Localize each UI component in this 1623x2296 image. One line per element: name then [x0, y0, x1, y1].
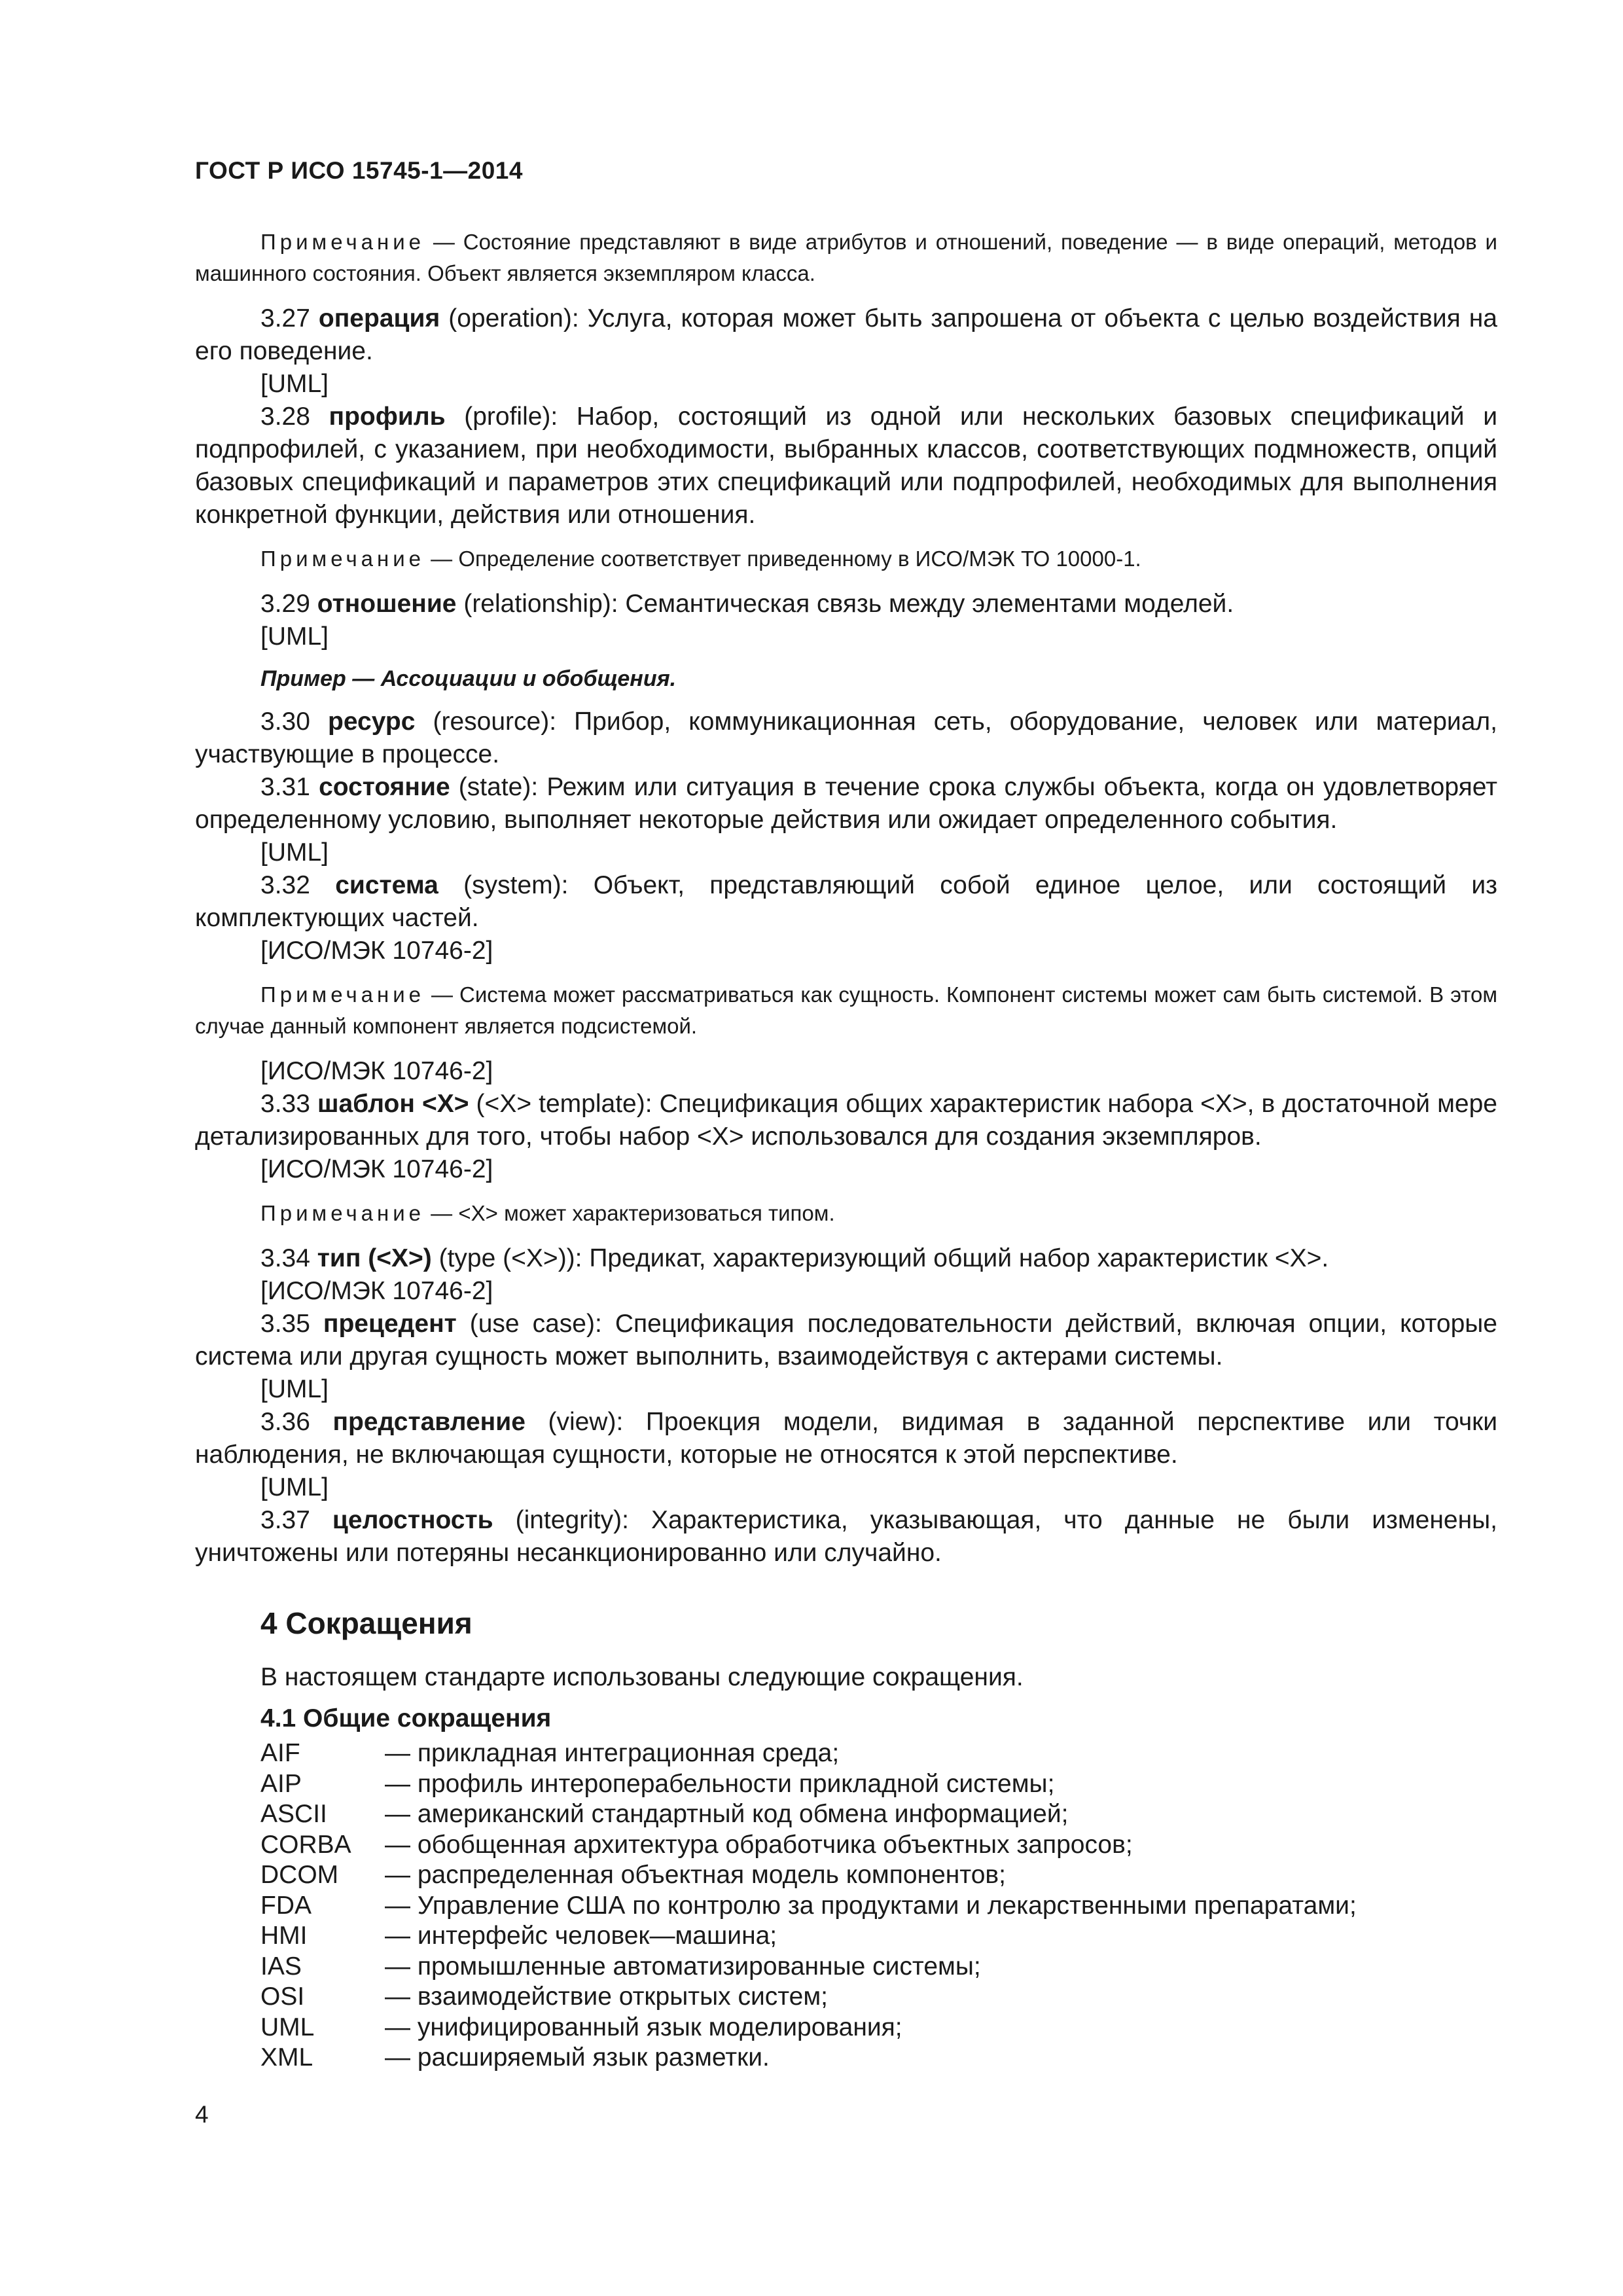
abbreviation-definition: — распределенная объектная модель компонентов;	[385, 1861, 1006, 1889]
term-3-33: шаблон <X>	[317, 1090, 469, 1118]
abbreviation-row	[260, 1830, 1497, 1861]
abbreviation-row	[260, 1952, 1497, 1982]
note-2: Примечание — Определение соответствует приведенному в ИСО/МЭК ТО 10000-1.	[260, 547, 1141, 571]
page-header: ГОСТ Р ИСО 15745-1—2014	[195, 157, 523, 184]
abbreviation-term: AIP	[260, 1769, 302, 1798]
abbreviation-row	[260, 1982, 1497, 2013]
abbreviation-term: AIF	[260, 1739, 300, 1767]
reference-3-35: [UML]	[260, 1375, 329, 1403]
abbreviation-row	[260, 1769, 1497, 1800]
term-3-36: представление	[332, 1408, 526, 1436]
definition-3-27: 3.27 операция (operation): Услуга, которая может быть запрошена от объекта с целью воздействия на его поведение.	[195, 304, 1497, 365]
abbreviation-term: IAS	[260, 1952, 302, 1981]
abbreviation-term: HMI	[260, 1922, 308, 1950]
abbreviation-definition: — расширяемый язык разметки.	[385, 2043, 770, 2072]
note-1: Примечание — Состояние представляют в виде атрибутов и отношений, поведение — в виде операций, методов и машинного состояния. Объект является экземпляром класса.	[195, 230, 1497, 285]
abbreviation-list	[195, 1738, 1497, 2073]
definition-3-33: 3.33 шаблон <X> (<X> template): Спецификация общих характеристик набора <X>, в достаточной мере детализированных для того, чтобы набор <X> использовался для создания экземпляров.	[195, 1090, 1497, 1151]
term-3-31: состояние	[319, 773, 450, 801]
definition-3-28: 3.28 профиль (profile): Набор, состоящий из одной или нескольких базовых спецификаций и подпрофилей, с указанием, при необходимости, выбранных классов, соответствующих подмножеств, опций базовых спецификаций и параметров этих спецификаций или подпрофилей, необходимых для выполнения конкретной функции, действия или отношения.	[195, 403, 1497, 529]
example-text: Пример — Ассоциации и обобщения.	[260, 666, 677, 691]
abbreviation-term: DCOM	[260, 1861, 339, 1889]
reference-3-29: [UML]	[260, 622, 329, 651]
note-label: Примечание	[260, 230, 425, 254]
abbreviation-row	[260, 1799, 1497, 1830]
section-4-title: 4 Сокращения	[260, 1606, 473, 1640]
definition-3-35: 3.35 прецедент (use case): Спецификация последовательности действий, включая опции, которые система или другая сущность может выполнить, взаимодействуя с актерами системы.	[195, 1310, 1497, 1371]
abbreviation-definition: — американский стандартный код обмена информацией;	[385, 1800, 1069, 1828]
section-4-intro: В настоящем стандарте использованы следующие сокращения.	[260, 1663, 1024, 1691]
definition-3-31: 3.31 состояние (state): Режим или ситуация в течение срока службы объекта, когда он удовлетворяет определенному условию, выполняет некоторые действия или ожидает определенного события.	[195, 773, 1497, 834]
abbreviation-term: OSI	[260, 1982, 305, 2011]
page-number: 4	[195, 2101, 209, 2128]
abbreviation-row	[260, 1891, 1497, 1922]
reference-3-33: [ИСО/МЭК 10746-2]	[260, 1155, 493, 1183]
abbreviation-definition: — прикладная интеграционная среда;	[385, 1739, 840, 1767]
term-3-28: профиль	[329, 403, 446, 431]
term-3-34: тип (<X>)	[317, 1244, 432, 1272]
reference-3-34: [ИСО/МЭК 10746-2]	[260, 1277, 493, 1305]
abbreviation-definition: — обобщенная архитектура обработчика объектных запросов;	[385, 1830, 1133, 1859]
abbreviation-definition: — унифицированный язык моделирования;	[385, 2013, 902, 2041]
abbreviation-row	[260, 2043, 1497, 2073]
abbreviation-definition: — интерфейс человек—машина;	[385, 1922, 777, 1950]
abbreviation-row	[260, 1738, 1497, 1769]
abbreviation-row	[260, 1921, 1497, 1952]
subsection-4-1-title: 4.1 Общие сокращения	[260, 1704, 552, 1732]
definition-3-30: 3.30 ресурс (resource): Прибор, коммуникационная сеть, оборудование, человек или материал, участвующие в процессе.	[195, 708, 1497, 768]
definition-3-37: 3.37 целостность (integrity): Характеристика, указывающая, что данные не были изменены, уничтожены или потеряны несанкционированно или случайно.	[195, 1506, 1497, 1567]
abbreviation-term: XML	[260, 2043, 313, 2072]
term-3-35: прецедент	[323, 1310, 457, 1338]
abbreviation-definition: — промышленные автоматизированные системы;	[385, 1952, 981, 1981]
definition-3-32: 3.32 система (system): Объект, представляющий собой единое целое, или состоящий из комплектующих частей.	[195, 871, 1497, 932]
abbreviation-definition: — взаимодействие открытых систем;	[385, 1982, 828, 2011]
abbreviation-term: UML	[260, 2013, 315, 2041]
abbreviation-term: FDA	[260, 1891, 312, 1920]
reference-3-32: [ИСО/МЭК 10746-2]	[260, 937, 493, 965]
reference-3-36: [UML]	[260, 1473, 329, 1501]
abbreviation-definition: — Управление США по контролю за продуктами и лекарственными препаратами;	[385, 1891, 1357, 1920]
definition-3-29: 3.29 отношение (relationship): Семантическая связь между элементами моделей.	[260, 590, 1234, 618]
reference-3-32b: [ИСО/МЭК 10746-2]	[260, 1057, 493, 1085]
abbreviation-row	[260, 2013, 1497, 2043]
abbreviation-term: CORBA	[260, 1830, 351, 1859]
term-3-27: операция	[318, 304, 440, 332]
abbreviation-term: ASCII	[260, 1800, 327, 1828]
reference-3-31: [UML]	[260, 838, 329, 867]
term-3-30: ресурс	[328, 708, 416, 736]
term-3-29: отношение	[317, 590, 457, 618]
reference-3-27: [UML]	[260, 370, 329, 398]
note-4: Примечание — <X> может характеризоваться типом.	[260, 1201, 835, 1225]
term-3-32: система	[335, 871, 438, 899]
page-content	[195, 224, 1497, 2073]
term-3-37: целостность	[332, 1506, 493, 1534]
abbreviation-row	[260, 1860, 1497, 1891]
definition-3-34: 3.34 тип (<X>) (type (<X>)): Предикат, характеризующий общий набор характеристик <X>.	[260, 1244, 1329, 1272]
abbreviation-definition: — профиль интероперабельности прикладной системы;	[385, 1769, 1055, 1798]
note-3: Примечание — Система может рассматриваться как сущность. Компонент системы может сам быть системой. В этом случае данный компонент является подсистемой.	[195, 982, 1498, 1038]
definition-3-36: 3.36 представление (view): Проекция модели, видимая в заданной перспективе или точки наблюдения, не включающая сущности, которые не относятся к этой перспективе.	[195, 1408, 1497, 1469]
